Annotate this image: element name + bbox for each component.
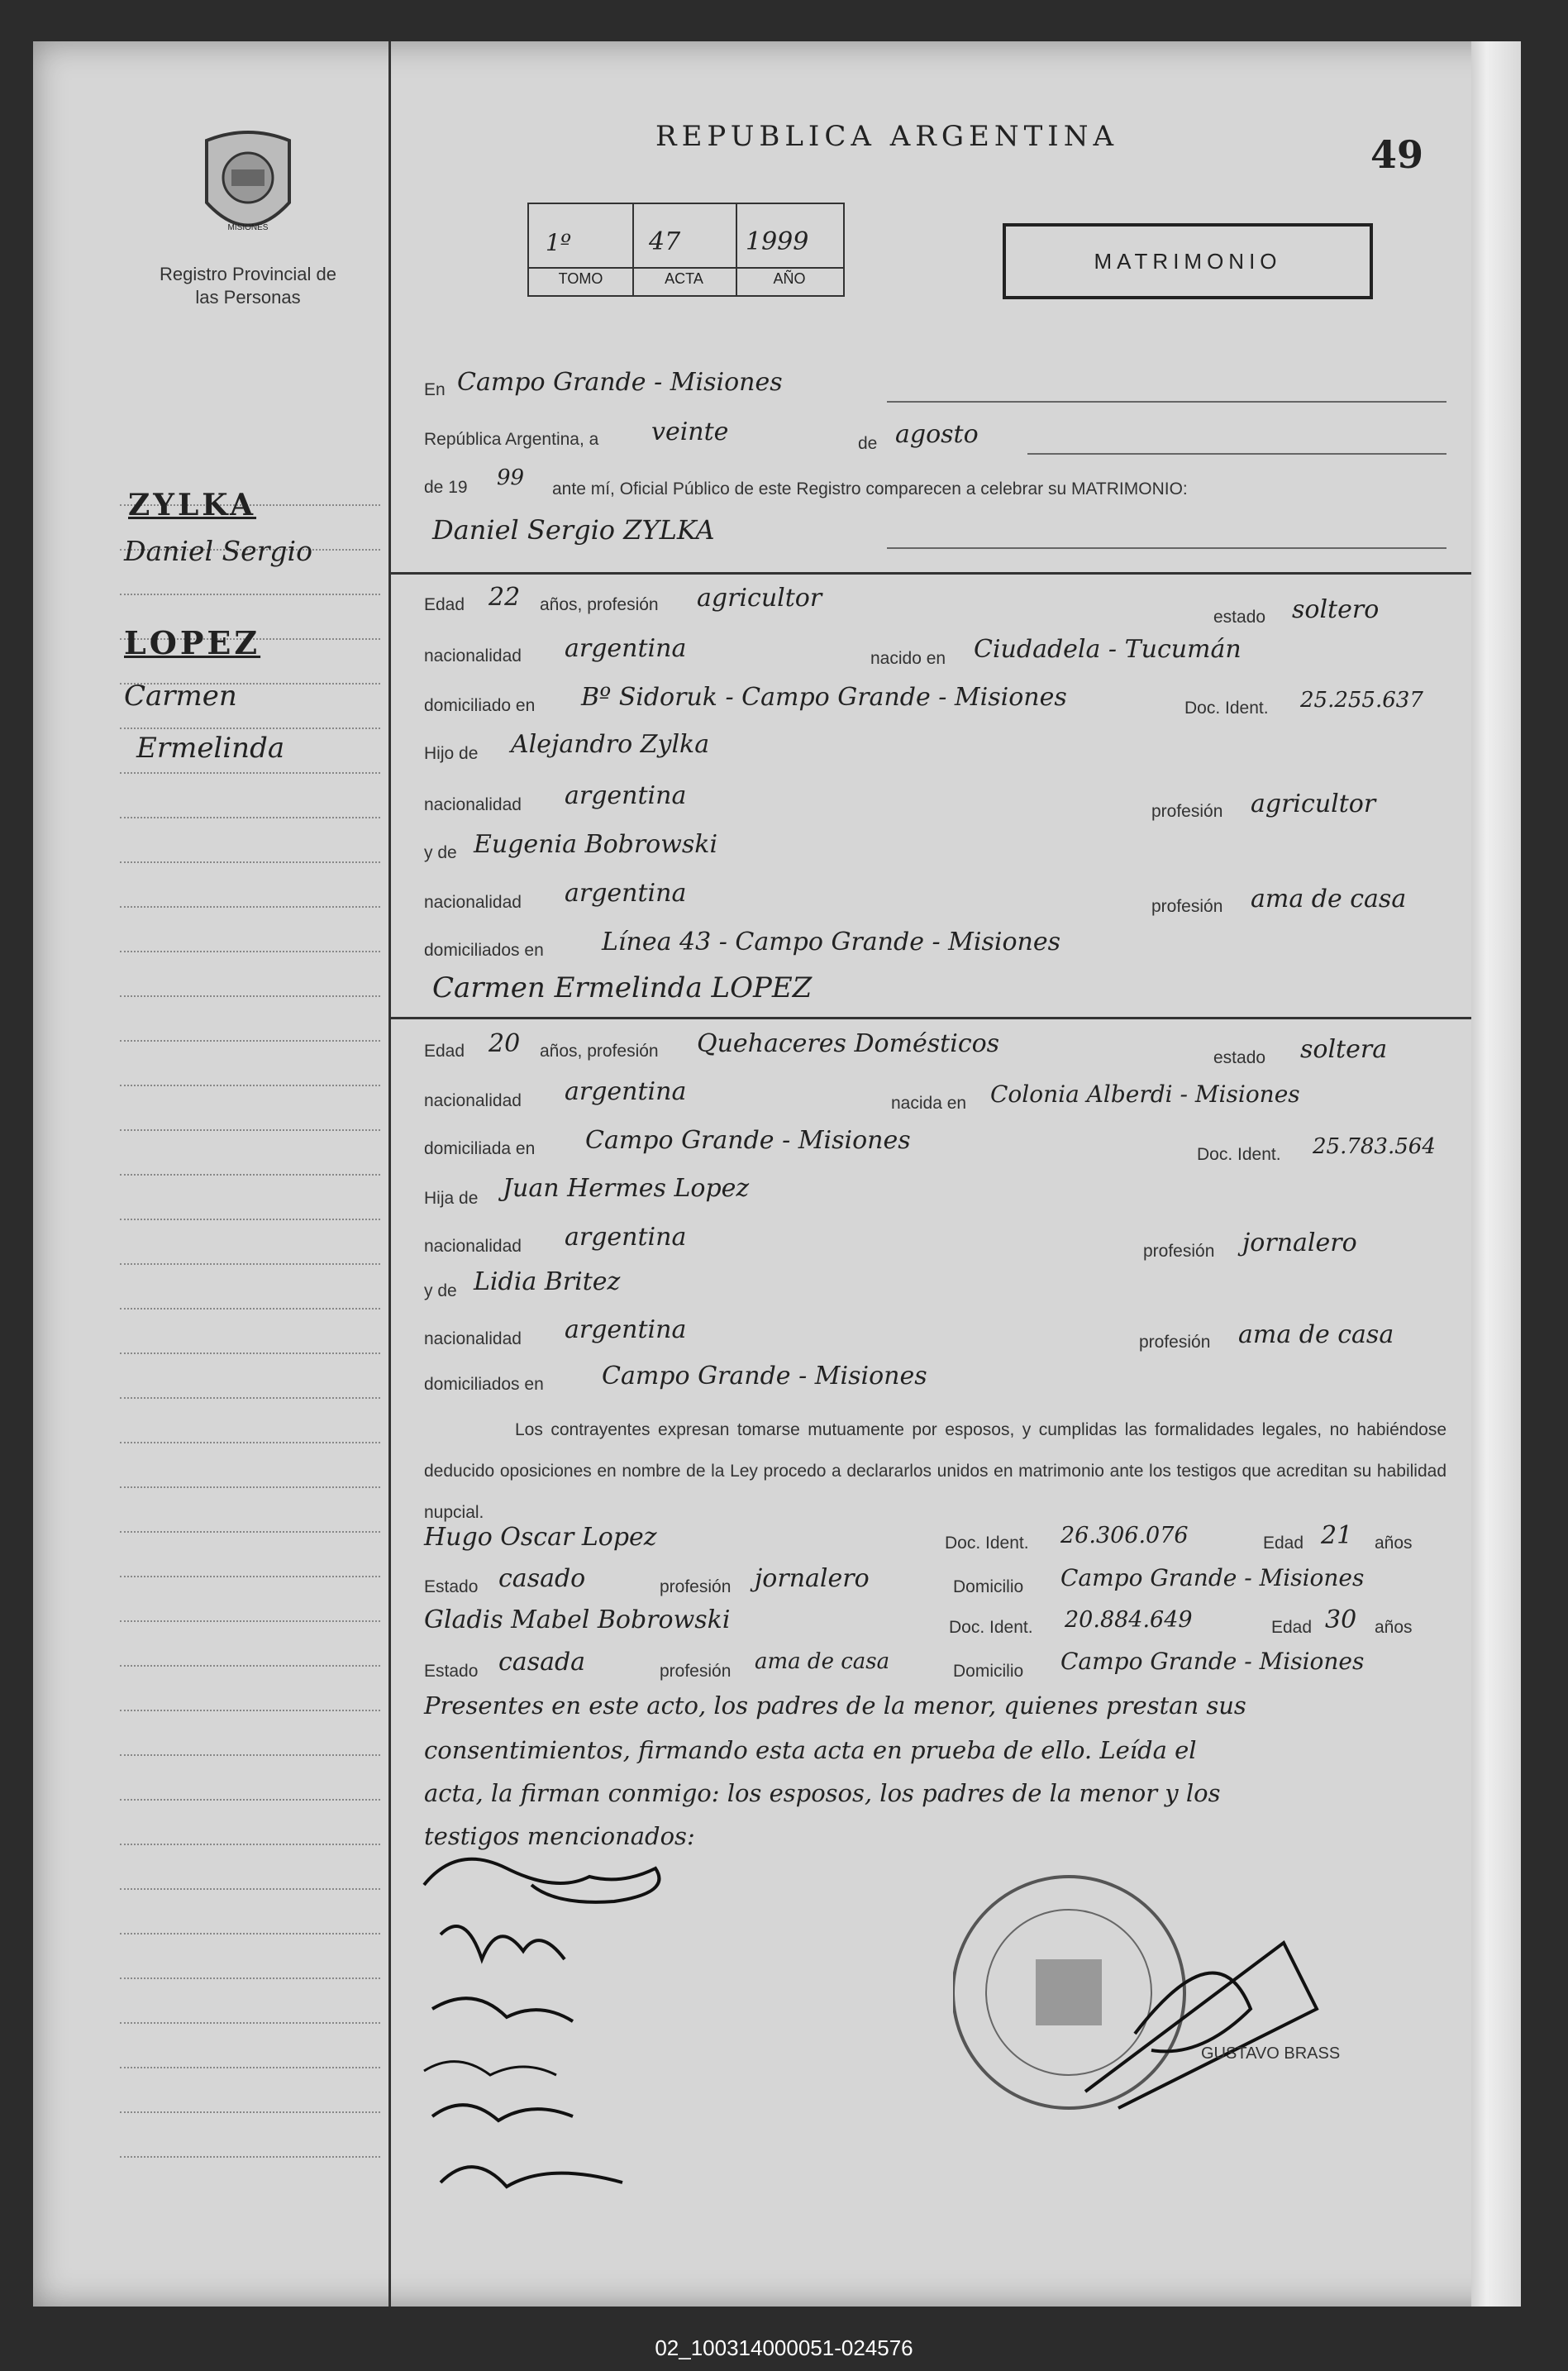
acta-value: 47 bbox=[649, 227, 681, 256]
bride-mother-nationality: argentina bbox=[565, 1315, 687, 1344]
margin-rule bbox=[120, 1977, 380, 1979]
groom-full-name: Daniel Sergio ZYLKA bbox=[432, 514, 715, 546]
margin-rule bbox=[120, 1754, 380, 1756]
de-label: de bbox=[858, 434, 878, 453]
witness2-edad-label: Edad bbox=[1271, 1618, 1313, 1637]
margin-rule bbox=[120, 1531, 380, 1533]
groom-hijo-label: Hijo de bbox=[424, 744, 479, 763]
witness1-name: Hugo Oscar Lopez bbox=[424, 1523, 657, 1552]
groom-age: 22 bbox=[489, 583, 521, 612]
groom-anos-label: años, profesión bbox=[540, 595, 659, 614]
witness1-domicilio-label: Domicilio bbox=[953, 1577, 1024, 1596]
groom-father-nationality: argentina bbox=[565, 781, 687, 810]
groom-edad-label: Edad bbox=[424, 595, 465, 614]
groom-nationality: argentina bbox=[565, 634, 687, 663]
bride-domiciliada-label: domiciliada en bbox=[424, 1139, 536, 1158]
margin-rule bbox=[120, 1620, 380, 1622]
margin-rule bbox=[120, 1576, 380, 1577]
bride-hija-label: Hija de bbox=[424, 1189, 479, 1208]
bride-estado: soltera bbox=[1300, 1035, 1388, 1064]
margin-rule bbox=[120, 1799, 380, 1801]
bride-anos-label: años, profesión bbox=[540, 1042, 659, 1061]
witness2-doc-label: Doc. Ident. bbox=[949, 1618, 1033, 1637]
groom-doc: 25.255.637 bbox=[1300, 688, 1423, 713]
marriage-day: veinte bbox=[651, 417, 729, 446]
bride-father-nationality: argentina bbox=[565, 1223, 687, 1252]
margin-bride-given-2: Ermelinda bbox=[136, 732, 285, 765]
margin-groom-given: Daniel Sergio bbox=[124, 535, 312, 567]
country-title: REPUBLICA ARGENTINA bbox=[655, 120, 1119, 153]
notes-line4: testigos mencionados: bbox=[424, 1822, 695, 1850]
groom-domiciliado-label: domiciliado en bbox=[424, 696, 536, 715]
margin-rule bbox=[120, 2156, 380, 2158]
margin-bride-surname: LOPEZ bbox=[124, 624, 261, 661]
witness1-anos-label: años bbox=[1375, 1534, 1413, 1553]
marriage-place: Campo Grande - Misiones bbox=[457, 368, 783, 397]
intro-statement: ante mí, Oficial Público de este Registro comparecen a celebrar su MATRIMONIO: bbox=[552, 479, 1188, 499]
margin-rules bbox=[120, 504, 380, 2240]
official-stamp-icon bbox=[953, 1844, 1416, 2141]
witness2-profession: ama de casa bbox=[755, 1649, 890, 1674]
witness2-profesion-label: profesión bbox=[660, 1662, 732, 1681]
margin-rule bbox=[120, 1040, 380, 1042]
witness2-estado: casada bbox=[498, 1648, 586, 1677]
margin-rule bbox=[120, 951, 380, 952]
page-number: 49 bbox=[1370, 132, 1424, 177]
page-edge bbox=[1471, 41, 1521, 2307]
margin-rule bbox=[120, 594, 380, 595]
marriage-month: agosto bbox=[895, 420, 979, 449]
groom-domicile: Bº Sidoruk - Campo Grande - Misiones bbox=[581, 683, 1067, 712]
bride-nationality: argentina bbox=[565, 1077, 687, 1106]
witness1-edad-label: Edad bbox=[1263, 1534, 1304, 1553]
stamp-officer: GUSTAVO BRASS bbox=[1201, 2044, 1341, 2063]
ano-value: 1999 bbox=[746, 227, 809, 256]
margin-rule bbox=[120, 817, 380, 818]
notes-line3: acta, la firman conmigo: los esposos, los padres de la menor y los bbox=[424, 1779, 1221, 1807]
groom-estado: soltero bbox=[1292, 595, 1380, 624]
registry-name: Registro Provincial de las Personas bbox=[160, 264, 336, 308]
margin-rule bbox=[120, 1308, 380, 1310]
groom-doc-label: Doc. Ident. bbox=[1184, 699, 1269, 718]
ano-label: AÑO bbox=[773, 270, 806, 287]
margin-bride-given-1: Carmen bbox=[124, 680, 237, 713]
provincial-seal-icon bbox=[194, 124, 302, 248]
bride-birthplace: Colonia Alberdi - Misiones bbox=[990, 1081, 1300, 1108]
witness1-doc: 26.306.076 bbox=[1060, 1523, 1189, 1548]
notes-line2: consentimientos, firmando esta acta en prueba de ello. Leída el bbox=[424, 1736, 1197, 1764]
witness1-estado-label: Estado bbox=[424, 1577, 479, 1596]
margin-rule bbox=[120, 1665, 380, 1667]
rule bbox=[887, 401, 1446, 403]
witness2-domicilio-label: Domicilio bbox=[953, 1662, 1024, 1681]
margin-rule bbox=[120, 1397, 380, 1399]
margin-rule bbox=[120, 1844, 380, 1845]
marriage-year-suffix: 99 bbox=[497, 465, 525, 490]
bride-profession: Quehaceres Domésticos bbox=[697, 1029, 1000, 1058]
margin-rule bbox=[120, 1219, 380, 1220]
margin-rule bbox=[120, 1263, 380, 1265]
groom-domiciliados-label: domiciliados en bbox=[424, 941, 544, 960]
bride-father-profession-label: profesión bbox=[1143, 1242, 1215, 1261]
father-profession-label: profesión bbox=[1151, 802, 1223, 821]
witness1-age: 21 bbox=[1321, 1521, 1353, 1550]
margin-rule bbox=[120, 728, 380, 729]
tomo-value: 1º bbox=[546, 229, 571, 256]
bride-mother-profession-label: profesión bbox=[1139, 1333, 1211, 1352]
groom-profession: agricultor bbox=[697, 584, 822, 613]
bride-father-profession: jornalero bbox=[1242, 1228, 1357, 1257]
record-type: MATRIMONIO bbox=[1094, 249, 1282, 274]
groom-parents-domicile: Línea 43 - Campo Grande - Misiones bbox=[602, 928, 1060, 957]
margin-rule bbox=[120, 906, 380, 908]
section-divider bbox=[391, 1017, 1471, 1019]
groom-mother-nationality: argentina bbox=[565, 879, 687, 908]
bride-full-name: Carmen Ermelinda LOPEZ bbox=[432, 971, 813, 1004]
groom-mother-profession: ama de casa bbox=[1251, 885, 1407, 914]
margin-rule bbox=[120, 1710, 380, 1711]
bride-doc-label: Doc. Ident. bbox=[1197, 1145, 1281, 1164]
margin-rule bbox=[120, 2111, 380, 2113]
declaration-text: Los contrayentes expresan tomarse mutuamente por esposos, y cumplidas las formalidades legales, no habiéndose deducido oposiciones en nombre de la Ley procedo a declararlos unidos en matrimonio ante los testigos que acreditan su habilidad nupcial. bbox=[424, 1420, 1446, 1522]
bride-father-nationality-label: nacionalidad bbox=[424, 1237, 522, 1256]
republica-label: República Argentina, a bbox=[424, 430, 599, 449]
groom-father: Alejandro Zylka bbox=[511, 730, 710, 759]
margin-rule bbox=[120, 1486, 380, 1488]
bride-domicile: Campo Grande - Misiones bbox=[585, 1126, 911, 1155]
bride-parents-domicile: Campo Grande - Misiones bbox=[602, 1362, 927, 1391]
bride-mother: Lidia Britez bbox=[474, 1267, 621, 1296]
margin-rule bbox=[120, 1888, 380, 1890]
tomo-label: TOMO bbox=[558, 270, 603, 287]
register-page bbox=[33, 41, 1521, 2307]
margin-rule bbox=[120, 1442, 380, 1443]
witness1-profession: jornalero bbox=[755, 1564, 870, 1593]
groom-nacido-label: nacido en bbox=[870, 649, 946, 668]
groom-father-profession: agricultor bbox=[1251, 790, 1376, 818]
margin-rule bbox=[120, 1933, 380, 1934]
witness2-name: Gladis Mabel Bobrowski bbox=[424, 1605, 731, 1634]
margin-rule bbox=[120, 1085, 380, 1086]
witness2-age: 30 bbox=[1325, 1605, 1357, 1634]
bride-domiciliados-label: domiciliados en bbox=[424, 1375, 544, 1394]
groom-mother: Eugenia Bobrowski bbox=[474, 830, 718, 859]
bride-doc: 25.783.564 bbox=[1313, 1134, 1436, 1159]
margin-rule bbox=[120, 1129, 380, 1131]
margin-rule bbox=[120, 1352, 380, 1354]
witness2-doc: 20.884.649 bbox=[1065, 1607, 1193, 1633]
witness1-domicile: Campo Grande - Misiones bbox=[1060, 1564, 1365, 1591]
bride-mother-nationality-label: nacionalidad bbox=[424, 1329, 522, 1348]
rule bbox=[1027, 453, 1446, 455]
bride-nacionalidad-label: nacionalidad bbox=[424, 1091, 522, 1110]
witness1-doc-label: Doc. Ident. bbox=[945, 1534, 1029, 1553]
witness1-estado: casado bbox=[498, 1564, 586, 1593]
mother-profession-label: profesión bbox=[1151, 897, 1223, 916]
year-label: de 19 bbox=[424, 478, 468, 497]
bride-father: Juan Hermes Lopez bbox=[503, 1174, 750, 1203]
en-label: En bbox=[424, 380, 446, 399]
notes-line1: Presentes en este acto, los padres de la menor, quienes prestan sus bbox=[424, 1691, 1246, 1720]
bride-nacida-label: nacida en bbox=[891, 1094, 967, 1113]
groom-nacionalidad-label: nacionalidad bbox=[424, 646, 522, 666]
bride-edad-label: Edad bbox=[424, 1042, 465, 1061]
bride-estado-label: estado bbox=[1213, 1048, 1266, 1067]
record-body bbox=[391, 41, 1471, 2307]
groom-y-de-label: y de bbox=[424, 843, 457, 862]
bride-y-de-label: y de bbox=[424, 1281, 457, 1300]
rule bbox=[887, 547, 1446, 549]
father-nationality-label: nacionalidad bbox=[424, 795, 522, 814]
margin-rule bbox=[120, 861, 380, 863]
record-type-box bbox=[1003, 223, 1373, 299]
groom-birthplace: Ciudadela - Tucumán bbox=[974, 635, 1242, 664]
image-id-footer: 02_100314000051-024576 bbox=[655, 2335, 913, 2360]
bride-age: 20 bbox=[489, 1029, 521, 1058]
witness1-profesion-label: profesión bbox=[660, 1577, 732, 1596]
mother-nationality-label: nacionalidad bbox=[424, 893, 522, 912]
margin-rule bbox=[120, 1174, 380, 1176]
seal-text: MISIONES bbox=[227, 223, 269, 232]
signatures-image bbox=[407, 1835, 738, 2232]
bride-mother-profession: ama de casa bbox=[1238, 1320, 1394, 1349]
witness2-domicile: Campo Grande - Misiones bbox=[1060, 1648, 1365, 1675]
margin-rule bbox=[120, 2022, 380, 2024]
margin-rule bbox=[120, 2067, 380, 2068]
witness2-estado-label: Estado bbox=[424, 1662, 479, 1681]
margin-groom-surname: ZYLKA bbox=[128, 488, 257, 522]
tomo-acta-box bbox=[527, 203, 845, 297]
witness2-anos-label: años bbox=[1375, 1618, 1413, 1637]
margin-rule bbox=[120, 995, 380, 997]
margin-column bbox=[33, 41, 391, 2307]
acta-label: ACTA bbox=[665, 270, 703, 287]
margin-rule bbox=[120, 772, 380, 774]
section-divider bbox=[391, 572, 1471, 575]
groom-estado-label: estado bbox=[1213, 608, 1266, 627]
